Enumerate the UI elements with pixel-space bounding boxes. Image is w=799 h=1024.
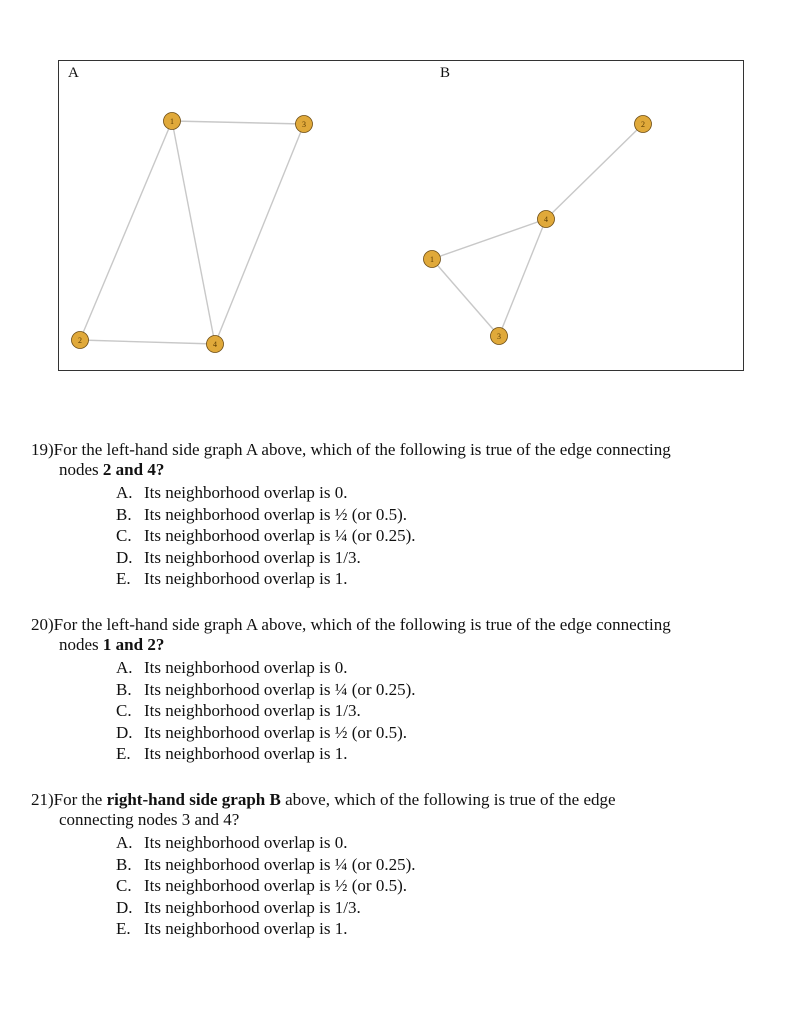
option-text: Its neighborhood overlap is 1/3. (144, 897, 361, 917)
answer-option (31, 722, 771, 744)
answer-option (31, 525, 771, 547)
answer-option (31, 568, 771, 590)
option-text: Its neighborhood overlap is 1/3. (144, 701, 361, 720)
question-number: 20) (31, 615, 54, 634)
question-stem-text: nodes (59, 460, 103, 479)
option-text: Its neighborhood overlap is 1. (144, 744, 348, 763)
option-text: Its neighborhood overlap is ½ (or 0.5). (144, 876, 407, 895)
graph-b-edge-1-4 (432, 219, 546, 259)
option-letter: B. (116, 854, 132, 874)
question-21 (31, 790, 771, 940)
question-stem-line1 (31, 790, 771, 810)
answer-option (31, 700, 771, 722)
question-number: 21) (31, 790, 54, 809)
option-letter: C. (116, 701, 132, 720)
option-letter: E. (116, 569, 131, 588)
graph-a-node-label-2: 2 (78, 336, 82, 345)
graph-a-edge-1-2 (80, 121, 172, 340)
graph-a-edge-1-4 (172, 121, 215, 344)
answer-option (31, 679, 771, 701)
option-letter: E. (116, 744, 131, 763)
option-letter: C. (116, 876, 132, 895)
answer-option (31, 897, 771, 919)
question-stem-text: 1 and 2? (102, 635, 165, 654)
graph-b-node-label-1: 1 (430, 255, 434, 264)
question-stem-text: above, which of the following is true of the edge (280, 790, 616, 809)
graph-a-node-label-3: 3 (302, 120, 306, 129)
question-stem-text: For the left-hand side graph A above, which of the following is true of the edge connecting (53, 615, 671, 634)
option-letter: A. (116, 658, 133, 677)
option-text: Its neighborhood overlap is ½ (or 0.5). (144, 504, 407, 524)
option-letter: D. (116, 722, 133, 742)
answer-option (31, 832, 771, 854)
option-text: Its neighborhood overlap is 0. (144, 658, 348, 677)
answer-option (31, 743, 771, 765)
question-stem-line2 (31, 460, 771, 480)
option-text: Its neighborhood overlap is ¼ (or 0.25). (144, 526, 416, 545)
graph-a-edge-3-4 (215, 124, 304, 344)
option-letter: C. (116, 526, 132, 545)
option-text: Its neighborhood overlap is 1/3. (144, 547, 361, 567)
answer-option (31, 918, 771, 940)
question-19 (31, 440, 771, 590)
question-stem-text: For the left-hand side graph A above, which of the following is true of the edge connecting (53, 440, 671, 459)
question-stem-line1 (31, 615, 771, 635)
graph-b-node-label-4: 4 (544, 215, 548, 224)
options-list (31, 482, 771, 590)
question-stem-text: For the (53, 790, 107, 809)
answer-option (31, 875, 771, 897)
option-text: Its neighborhood overlap is 1. (144, 569, 348, 588)
graph-a-node-label-1: 1 (170, 117, 174, 126)
graph-b-edge-3-4 (499, 219, 546, 336)
option-text: Its neighborhood overlap is 0. (144, 483, 348, 502)
graph-a-edge-2-4 (80, 340, 215, 344)
option-text: Its neighborhood overlap is 1. (144, 919, 348, 938)
graph-b-node-label-2: 2 (641, 120, 645, 129)
option-letter: B. (116, 504, 132, 524)
question-number: 19) (31, 440, 54, 459)
answer-option (31, 482, 771, 504)
option-letter: D. (116, 897, 133, 917)
question-stem-text: nodes (59, 635, 103, 654)
network-figure (58, 60, 744, 371)
option-letter: E. (116, 919, 131, 938)
answer-option (31, 657, 771, 679)
graph-a-edge-1-3 (172, 121, 304, 124)
option-letter: A. (116, 483, 133, 502)
graph-b-node-label-3: 3 (497, 332, 501, 341)
question-stem-line2 (31, 810, 771, 830)
panel-b-label: B (440, 65, 451, 81)
options-list (31, 657, 771, 765)
options-list (31, 832, 771, 940)
question-stem-text: right-hand side graph B (106, 790, 281, 809)
question-stem-line2 (31, 635, 771, 655)
graph-a-node-label-4: 4 (213, 340, 217, 349)
option-text: Its neighborhood overlap is ½ (or 0.5). (144, 722, 407, 742)
answer-option (31, 547, 771, 569)
panel-a-label: A (68, 65, 79, 81)
option-text: Its neighborhood overlap is ¼ (or 0.25). (144, 854, 416, 874)
answer-option (31, 854, 771, 876)
graph-canvas (59, 61, 743, 370)
option-letter: D. (116, 547, 133, 567)
answer-option (31, 504, 771, 526)
question-stem-text: 2 and 4? (102, 460, 165, 479)
question-stem-line1 (31, 440, 771, 460)
option-letter: B. (116, 679, 132, 699)
question-20 (31, 615, 771, 765)
graph-b-edge-4-2 (546, 124, 643, 219)
question-stem-text: connecting nodes 3 and 4? (59, 810, 240, 829)
graph-b-edge-1-3 (432, 259, 499, 336)
option-text: Its neighborhood overlap is ¼ (or 0.25). (144, 679, 416, 699)
option-letter: A. (116, 833, 133, 852)
option-text: Its neighborhood overlap is 0. (144, 833, 348, 852)
